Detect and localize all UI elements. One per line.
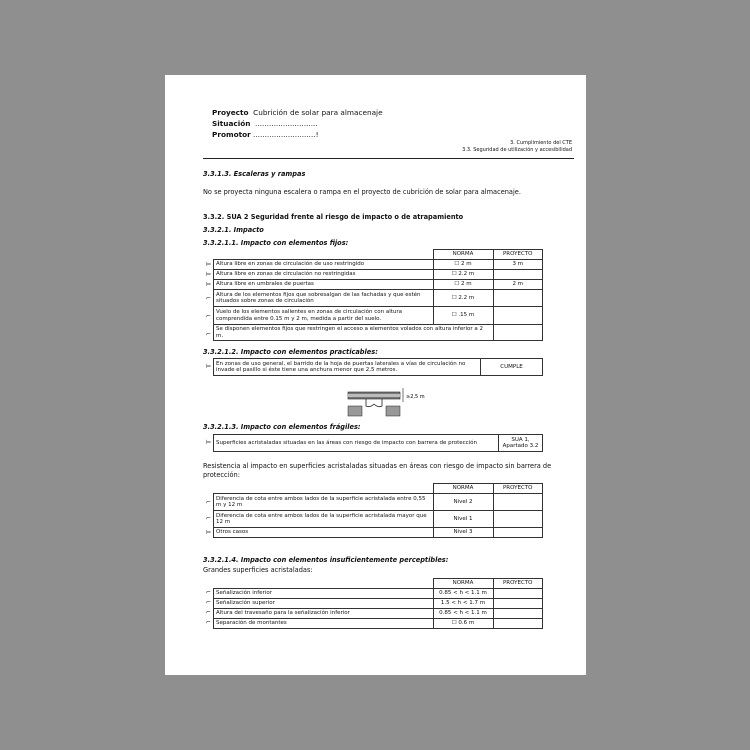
- resistencia-text-2: protección:: [203, 471, 240, 479]
- table-row: Vuelo de los elementos salientes en zonas de circulación con altura comprendida entre 0.15 m y 2 m, medida a partir del suelo. ☐ .15 m: [214, 307, 543, 325]
- practicables-result: CUMPLE: [481, 359, 543, 376]
- heading-insuficientemente-perceptibles: 3.3.2.1.4. Impacto con elementos insuficientemente perceptibles:: [203, 556, 449, 564]
- table-row: Señalización superior 1.5 < h < 1.7 m: [214, 599, 543, 609]
- bullet-icon: ⌐: [206, 499, 212, 506]
- bullet-icon: ⌐: [206, 313, 212, 320]
- col-header-norma: NORMA: [433, 250, 493, 260]
- bullet-icon: ⌐: [206, 295, 212, 302]
- table-row: Separación de montantes ☐ 0.6 m: [214, 619, 543, 629]
- col-header-proyecto: PROYECTO: [493, 250, 543, 260]
- table-row: Superficies acristaladas situadas en las áreas con riesgo de impacto con barrera de protección SUA 1, Apartado 3.2: [214, 435, 543, 452]
- proyecto-label: Proyecto: [212, 108, 249, 117]
- table-resistencia: NORMA PROYECTO Diferencia de cota entre ambos lados de la superficie acristalada entre 0,55 m y 12 m Nivel 2 Diferencia de cota entre ambos lados de la superficie acristalada mayor que 12 m Nivel 1 Otros casos Nivel 3: [213, 483, 543, 538]
- table-row: Altura libre en zonas de circulación no restringidas ☐ 2.2 m: [214, 270, 543, 280]
- header-divider: [203, 158, 574, 159]
- bullet-icon: ⌐: [206, 589, 212, 596]
- escaleras-text: No se proyecta ninguna escalera o rampa en el proyecto de cubrición de solar para almacenaje.: [203, 188, 521, 196]
- heading-sua2: 3.3.2. SUA 2 Seguridad frente al riesgo de impacto o de atrapamiento: [203, 213, 464, 221]
- section-reference: [462, 140, 572, 154]
- document-page: [165, 75, 586, 675]
- fragiles-result: SUA 1, Apartado 3.2: [499, 435, 543, 452]
- door-swing-figure: [346, 384, 425, 420]
- bullet-icon: ⌐: [206, 515, 212, 522]
- bullet-icon: ⊨: [206, 363, 212, 370]
- bullet-icon: ⊨: [206, 271, 212, 278]
- bullet-icon: ⌐: [206, 599, 212, 606]
- table-row: Altura del travesaño para la señalización inferior 0.85 < h < 1.1 m: [214, 609, 543, 619]
- table-row: Otros casos Nivel 3: [214, 528, 543, 538]
- table-row: En zonas de uso general, el barrido de la hoja de puertas laterales a vías de circulación no invade el pasillo si éste tiene una anchura menor que 2,5 metros. CUMPLE: [214, 359, 543, 376]
- figure-label: ≥2,5 m: [406, 394, 425, 400]
- bullet-icon: ⌐: [206, 331, 212, 338]
- project-header: [212, 107, 383, 140]
- heading-elementos-fijos: 3.3.2.1.1. Impacto con elementos fijos:: [203, 239, 349, 247]
- bullet-icon: ⌐: [206, 619, 212, 626]
- situacion-label: Situación: [212, 119, 251, 128]
- bullet-icon: ⊨: [206, 529, 212, 536]
- reference-line-1: 3. Cumplimiento del CTE: [510, 140, 572, 146]
- bullet-icon: ⊨: [206, 261, 212, 268]
- bullet-icon: ⊨: [206, 439, 212, 446]
- table-row: Diferencia de cota entre ambos lados de la superficie acristalada entre 0,55 m y 12 m Nivel 2: [214, 494, 543, 511]
- table-elementos-fijos: [213, 249, 543, 341]
- bullet-icon: ⊨: [206, 281, 212, 288]
- table-practicables: [213, 358, 543, 376]
- table-fragiles: [213, 434, 543, 452]
- table-row: Señalización inferior 0.85 < h < 1.1 m: [214, 589, 543, 599]
- promotor-value: ...........................!: [253, 130, 319, 139]
- table-row: Diferencia de cota entre ambos lados de la superficie acristalada mayor que 12 m Nivel 1: [214, 511, 543, 528]
- bullet-icon: ⌐: [206, 609, 212, 616]
- table-row: Se disponen elementos fijos que restringen el acceso a elementos volados con altura inferior a 2 m.: [214, 325, 543, 341]
- heading-elementos-practicables: 3.3.2.1.2. Impacto con elementos practicables:: [203, 348, 378, 356]
- heading-impacto: 3.3.2.1. Impacto: [203, 226, 264, 234]
- resistencia-text-1: Resistencia al impacto en superficies acristaladas situadas en áreas con riesgo de impacto sin barrera de: [203, 462, 552, 470]
- promotor-label: Promotor: [212, 130, 251, 139]
- table-row: Altura libre en zonas de circulación de uso restringido ☐ 2 m 3 m: [214, 260, 543, 270]
- heading-elementos-fragiles: 3.3.2.1.3. Impacto con elementos frágiles:: [203, 423, 361, 431]
- situacion-value: ...........................: [255, 119, 318, 128]
- table-row: Altura de los elementos fijos que sobresalgan de las fachadas y que estén situados sobre zonas de circulación ☐ 2.2 m: [214, 290, 543, 307]
- table-row: Altura libre en umbrales de puertas ☐ 2 m 2 m: [214, 280, 543, 290]
- proyecto-value: Cubrición de solar para almacenaje: [253, 108, 383, 117]
- reference-line-2: 3.3. Seguridad de utilización y accesibilidad: [462, 147, 572, 153]
- table-perceptibles: NORMA PROYECTO Señalización inferior 0.85 < h < 1.1 m Señalización superior 1.5 < h < 1.7 m Altura del travesaño para la señalización inferior 0.85 < h < 1.1 m Separación de montantes ☐ 0.6 m: [213, 578, 543, 629]
- heading-escaleras: 3.3.1.3. Escaleras y rampas: [203, 170, 306, 178]
- grandes-text: Grandes superficies acristaladas:: [203, 566, 313, 574]
